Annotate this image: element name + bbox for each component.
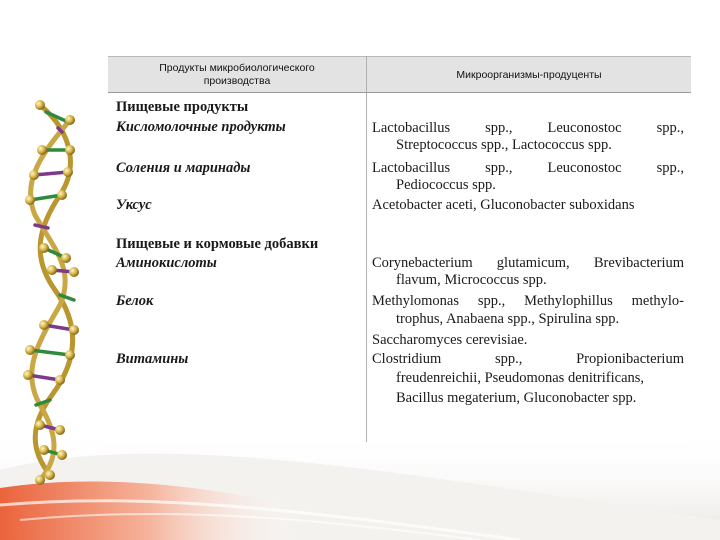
header-producers: Микроорганизмы-продуценты [456, 68, 602, 81]
producers-amino-line1: Corynebacterium glutamicum, Brevibacterium [372, 255, 684, 271]
producers-pickles-line2: Pediococcus spp. [396, 177, 496, 193]
producers-pickles-line1: Lactobacillus spp., Leuconostoc spp., [372, 160, 684, 176]
producers-vitamins-line3: Bacillus megaterium, Gluconobacter spp. [396, 390, 637, 406]
row-label-vitamins: Витамины [116, 351, 189, 367]
header-products: Продукты микробиологического производства [159, 62, 315, 87]
producers-dairy-line1: Lactobacillus spp., Leuconostoc spp., [372, 120, 684, 136]
dna-helix [23, 100, 79, 485]
row-label-amino-acids: Аминокислоты [116, 255, 217, 271]
producers-vitamins-line2: freudenreichii, Pseudomonas denitrificans, [396, 370, 645, 386]
row-label-dairy: Кисломолочные продукты [116, 119, 286, 135]
header-divider [108, 92, 691, 93]
row-label-protein: Белок [116, 293, 154, 309]
producers-amino-line2: flavum, Micrococcus spp. [396, 272, 547, 288]
row-label-food-products: Пищевые продукты [116, 99, 249, 115]
producers-vinegar: Acetobacter aceti, Gluconobacter suboxidans [372, 197, 635, 213]
producers-protein-line2: trophus, Anabaena spp., Spirulina spp. [396, 311, 620, 327]
producers-protein-line1: Methylomonas spp., Methylophillus methylo- [372, 293, 684, 309]
producers-dairy-line2: Streptococcus spp., Lactococcus spp. [396, 137, 612, 153]
column-divider [366, 56, 367, 442]
row-label-pickles: Соления и маринады [116, 160, 251, 176]
row-label-vinegar: Уксус [116, 197, 152, 213]
producers-vitamins-line1: Clostridium spp., Propionibacterium [372, 351, 684, 367]
producers-table [108, 56, 691, 442]
producers-protein-line3: Saccharomyces cerevisiae. [372, 332, 528, 348]
table-header [108, 56, 691, 93]
row-label-additives: Пищевые и кормовые добавки [116, 236, 319, 252]
